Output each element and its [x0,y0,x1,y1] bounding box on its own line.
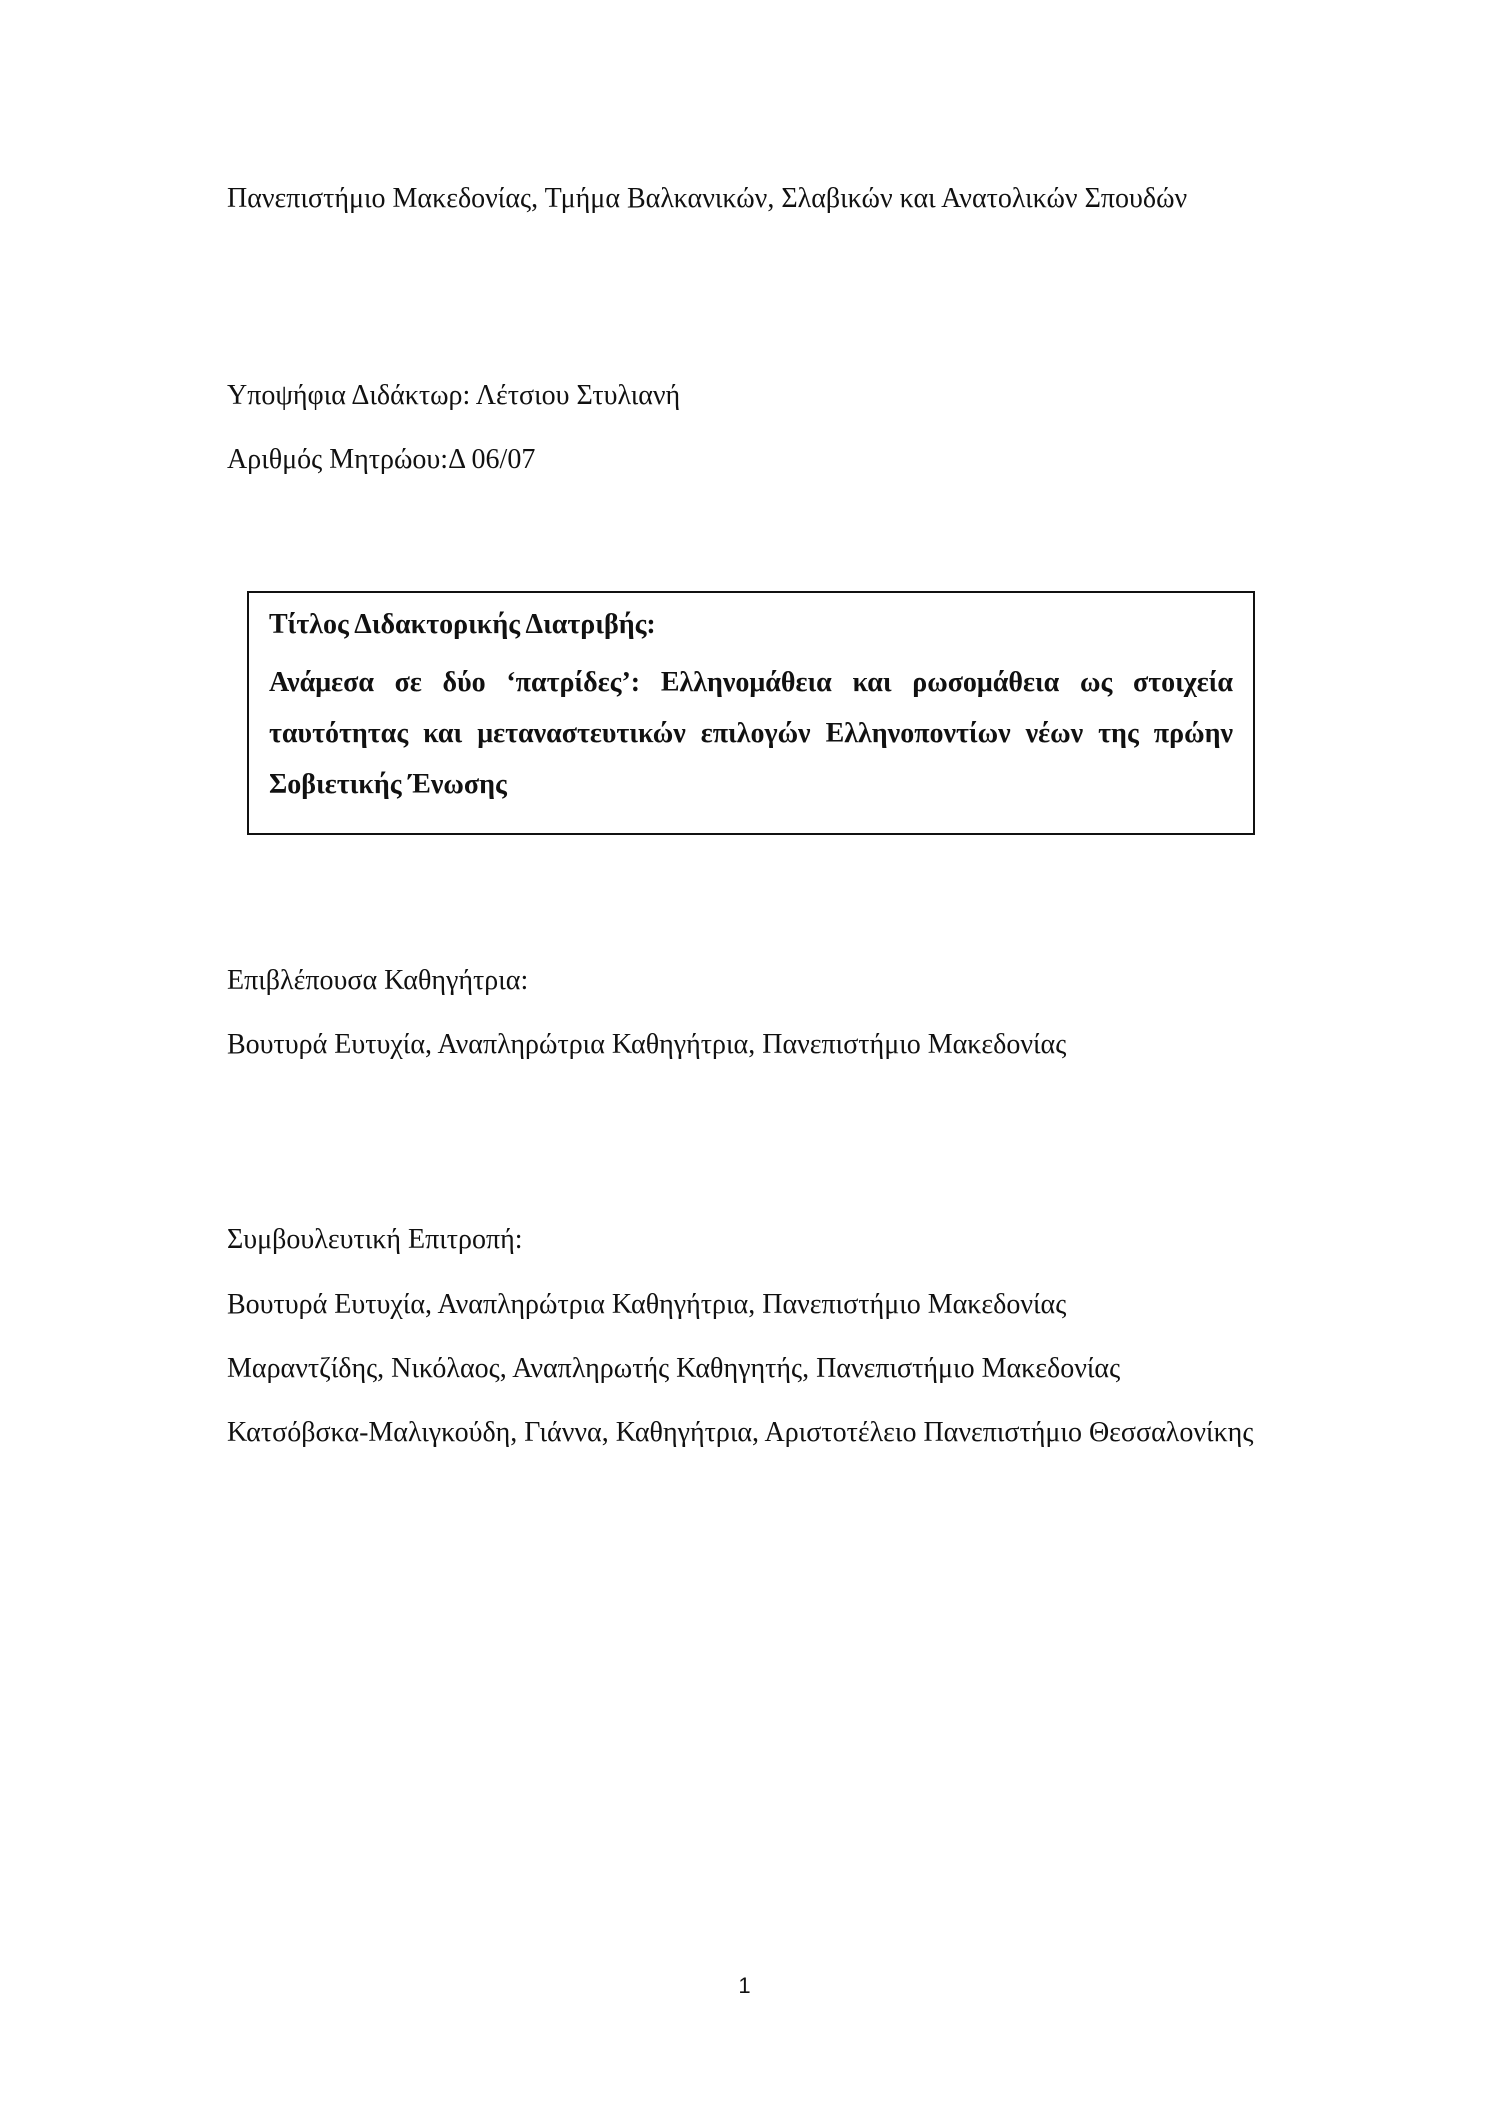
candidate-name: Υποψήφια Διδάκτωρ: Λέτσιου Στυλιανή [227,380,681,411]
thesis-title-heading: Τίτλος Διδακτορικής Διατριβής: [269,609,656,640]
committee-member: Βουτυρά Ευτυχία, Αναπληρώτρια Καθηγήτρια, Πανεπιστήμιο Μακεδονίας [227,1289,1067,1320]
institution-line: Πανεπιστήμιο Μακεδονίας, Τμήμα Βαλκανικών, Σλαβικών και Ανατολικών Σπουδών [227,183,1188,214]
supervisor-label: Επιβλέπουσα Καθηγήτρια: [227,965,529,996]
page-number: 1 [738,1973,751,1998]
thesis-title: Ανάμεσα σε δύο ‘πατρίδες’: Ελληνομάθεια και ρωσομάθεια ως στοιχεία ταυτότητας και μεταναστευτικών επιλογών Ελληνοποντίων νέων της πρώην Σοβιετικής Ένωσης [269,667,1233,800]
registration-number: Αριθμός Μητρώου:Δ 06/07 [227,444,536,475]
committee-member: Μαραντζίδης, Νικόλαος, Αναπληρωτής Καθηγητής, Πανεπιστήμιο Μακεδονίας [227,1353,1121,1384]
committee-label: Συμβουλευτική Επιτροπή: [227,1224,523,1255]
supervisor-name: Βουτυρά Ευτυχία, Αναπληρώτρια Καθηγήτρια, Πανεπιστήμιο Μακεδονίας [227,1029,1067,1060]
thesis-title-box [247,591,1255,835]
committee-member: Κατσόβσκα-Μαλιγκούδη, Γιάννα, Καθηγήτρια, Αριστοτέλειο Πανεπιστήμιο Θεσσαλονίκης [227,1417,1254,1448]
